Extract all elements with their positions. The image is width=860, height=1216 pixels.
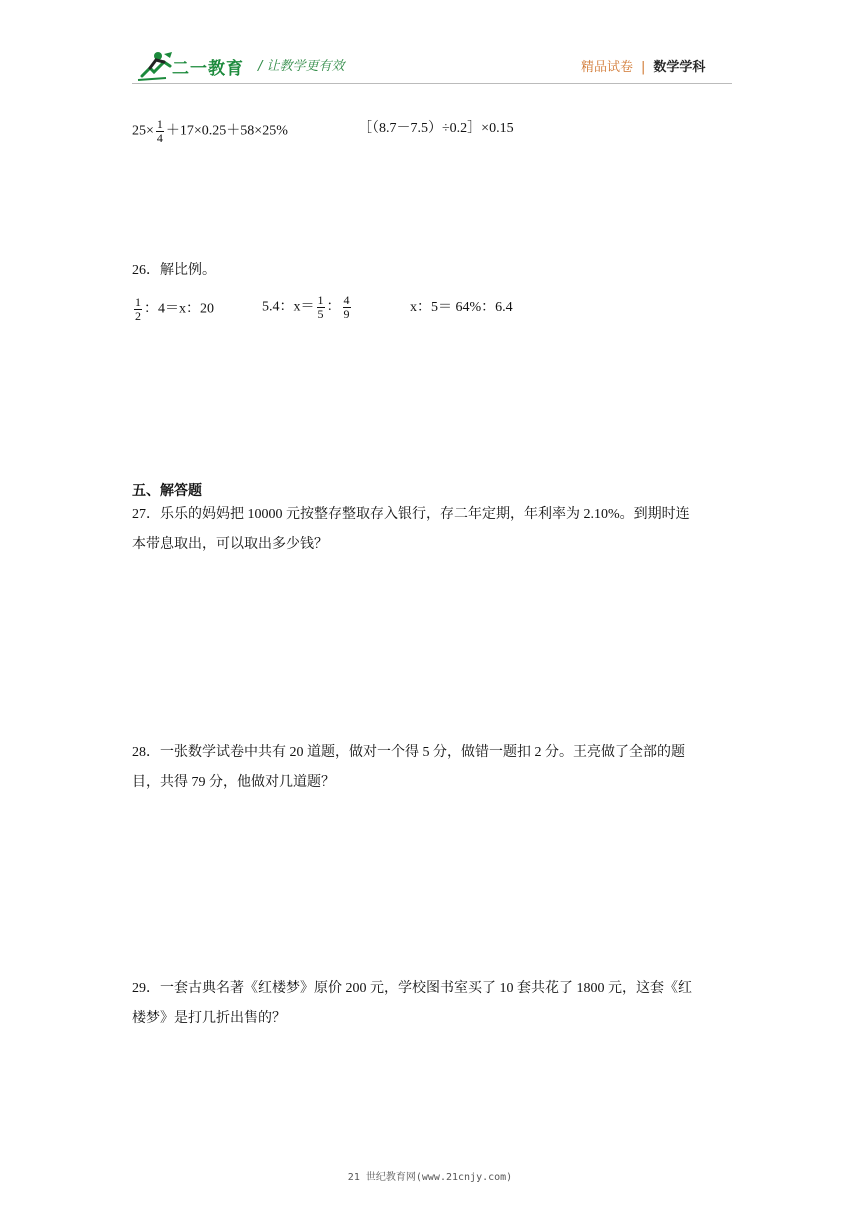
tag-subject: 数学学科 <box>653 60 706 75</box>
q27-line-1: 27．乐乐的妈妈把 10000 元按整存整取存入银行，存二年定期，年利率为 2.10%。到期时连 <box>132 507 690 522</box>
frac-denominator: 2 <box>135 309 141 323</box>
tag-separator: | <box>641 60 646 75</box>
fraction-one-fifth <box>317 294 325 321</box>
frac-denominator: 5 <box>317 307 324 321</box>
logo-text: 二一教育 <box>172 59 244 79</box>
fraction-one-half <box>134 296 142 323</box>
frac-denominator: 9 <box>343 307 350 321</box>
header-subject-tag <box>581 56 705 75</box>
q27-line-2: 本带息取出，可以取出多少钱？ <box>132 537 328 552</box>
q28-line-2: 目，共得 79 分，他做对几道题？ <box>132 775 335 790</box>
header-slogan: / 让教学更有效 <box>258 59 345 74</box>
q26-equation-2 <box>262 294 353 321</box>
question-27 <box>132 500 732 560</box>
q25-expr1-suffix: ＋17×0.25＋58×25% <box>165 123 288 139</box>
q29-line-1: 29．一套古典名著《红楼梦》原价 200 元，学校图书室买了 10 套共花了 1800 元，这套《红 <box>132 981 692 996</box>
tag-quality-paper: 精品试卷 <box>581 60 634 75</box>
q26-eq2-colon: ： <box>326 299 341 315</box>
q26-eq1-rest: ：4＝x：20 <box>144 301 214 317</box>
q26-equation-3: x：5＝ 64%：6.4 <box>410 300 513 315</box>
question-29 <box>132 974 732 1034</box>
q26-eq2-prefix: 5.4：x＝ <box>262 299 315 315</box>
q26-equation-1 <box>132 296 214 323</box>
header-divider <box>132 83 732 84</box>
section-title-answer-questions: 五、解答题 <box>132 483 202 499</box>
fraction-one-quarter <box>156 118 164 145</box>
q29-line-2: 楼梦》是打几折出售的？ <box>132 1011 286 1026</box>
q28-line-1: 28．一张数学试卷中共有 20 道题，做对一个得 5 分，做错一题扣 2 分。王亮做了全部的题 <box>132 745 685 760</box>
page-header <box>0 0 860 90</box>
frac-denominator: 4 <box>156 131 163 145</box>
frac-numerator: 1 <box>156 117 163 131</box>
q25-expression-2: ［（8.7－7.5）÷0.2］×0.15 <box>358 121 514 136</box>
page-footer: 21 世纪教育网(www.21cnjy.com) <box>347 1172 513 1183</box>
question-28 <box>132 738 732 798</box>
q25-expression-1 <box>132 118 288 145</box>
fraction-four-ninths <box>343 294 351 321</box>
frac-numerator: 4 <box>343 293 350 307</box>
frac-numerator: 1 <box>317 293 324 307</box>
q25-expr1-prefix: 25× <box>132 123 154 139</box>
q26-title: 26．解比例。 <box>132 263 216 278</box>
frac-numerator: 1 <box>135 295 141 309</box>
